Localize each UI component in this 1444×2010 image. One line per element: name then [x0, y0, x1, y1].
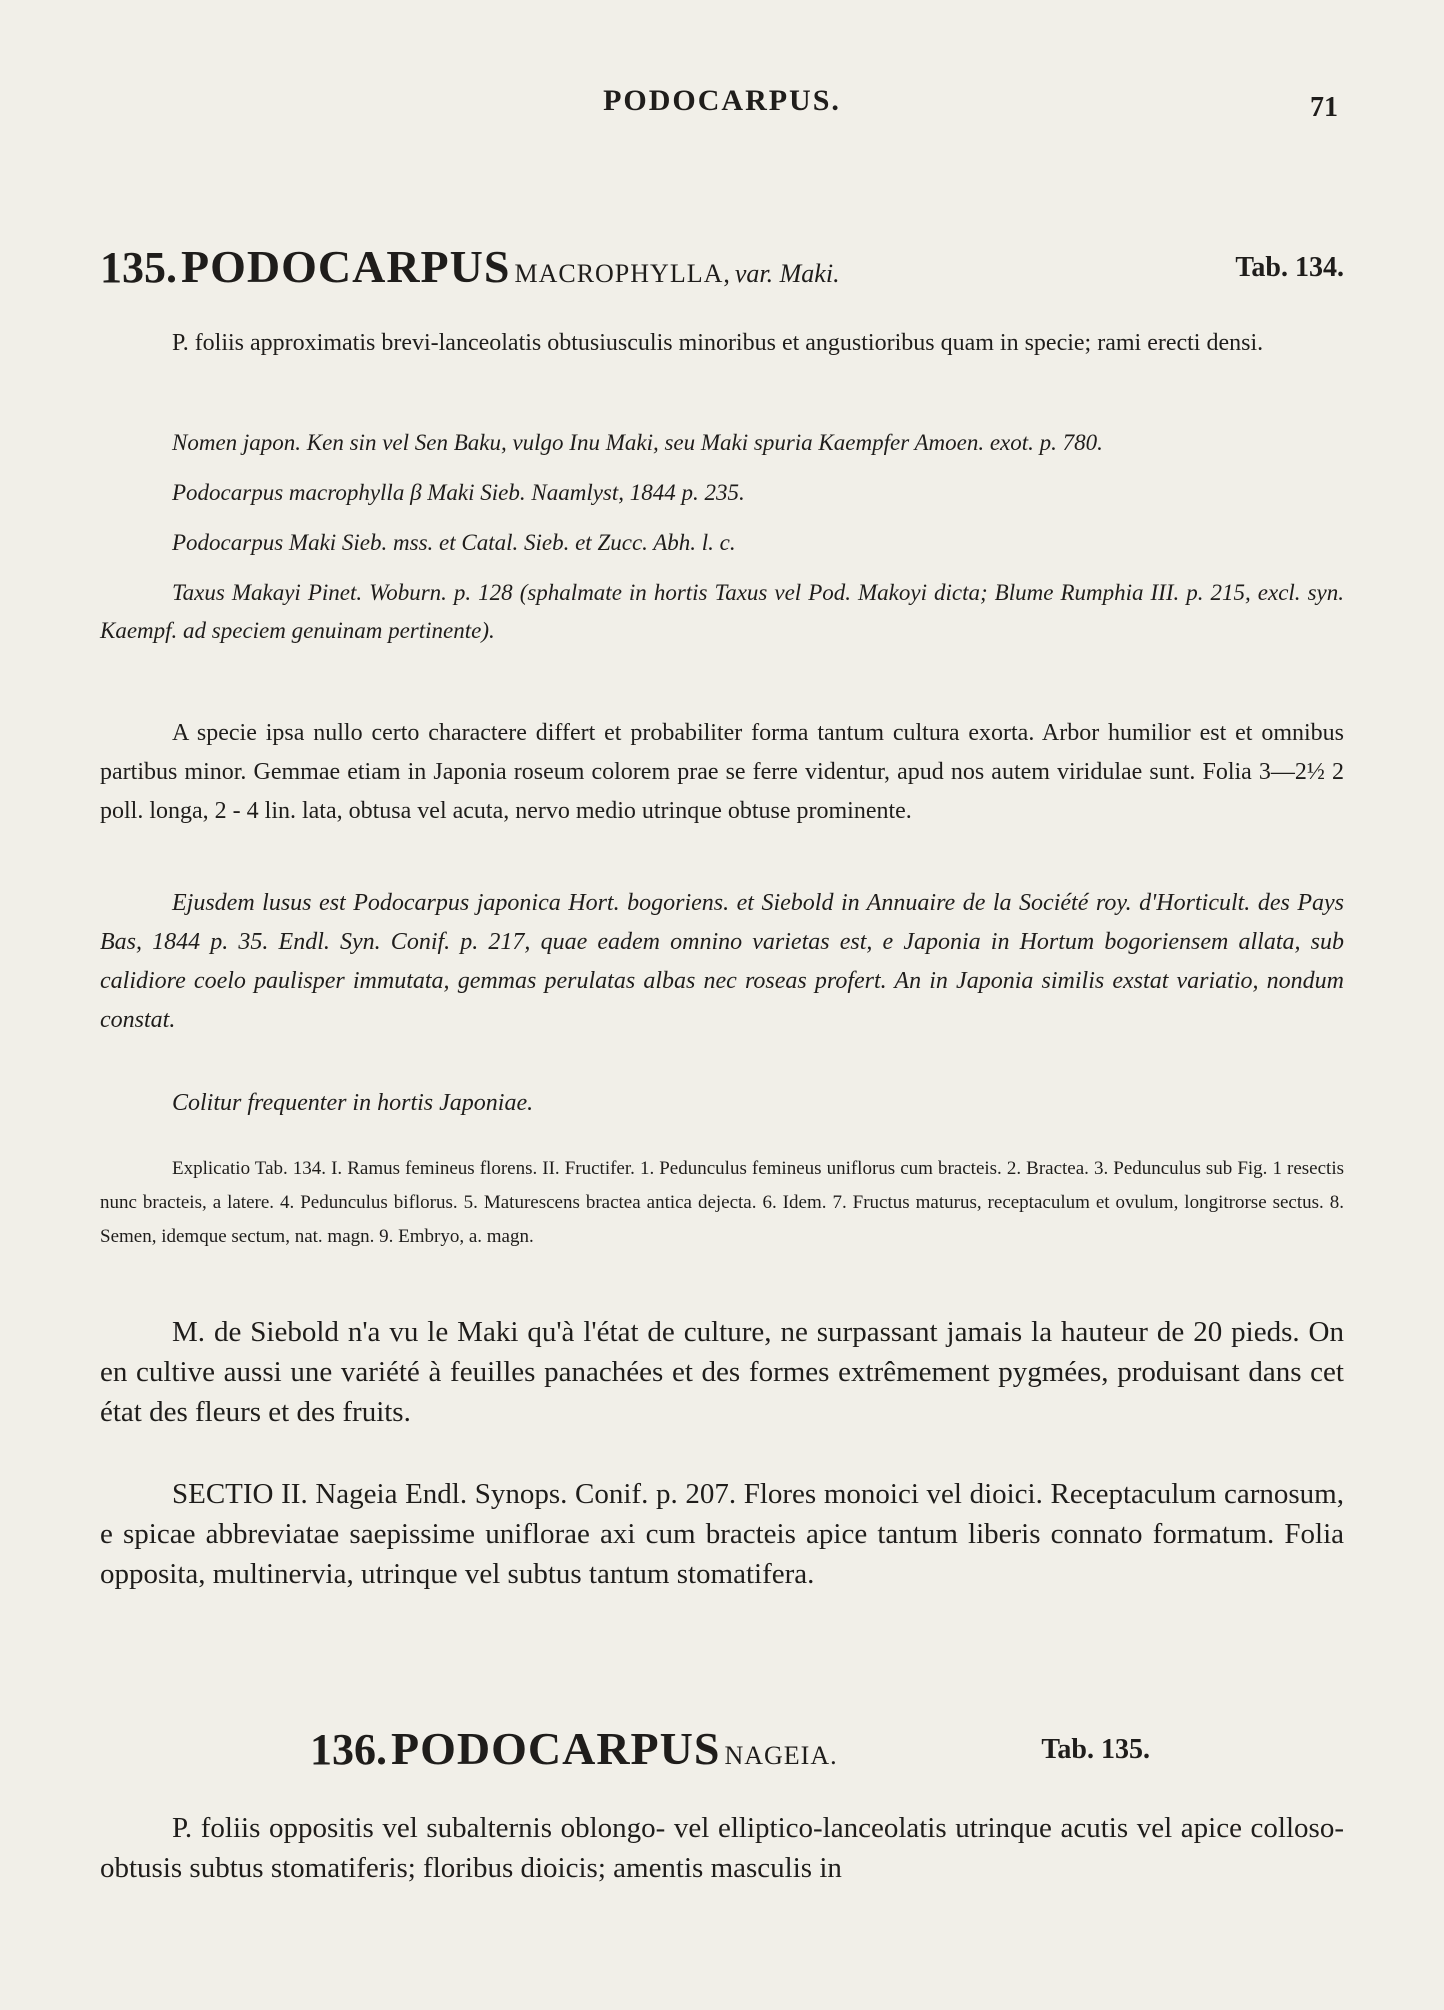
- synonym-sieb-naamlyst: Podocarpus macrophylla β Maki Sieb. Naamlyst, 1844 p. 235.: [172, 480, 745, 505]
- synonym-nomen-japon: Nomen japon. Ken sin vel Sen Baku, vulgo Inu Maki, seu Maki spuria Kaempfer Amoen. exot. p. 780.: [172, 430, 1103, 455]
- synonymy-block: [100, 424, 1344, 650]
- sectio-ii-paragraph: SECTIO II. Nageia Endl. Synops. Conif. p. 207. Flores monoici vel dioici. Receptaculum carnosum, e spicae abbreviatae saepissime uniflorae axi cum bracteis apice tantum liberis connato formatum. Folia opposita, multinervia, utrinque vel subtus tantum stomatifera.: [100, 1478, 1344, 1590]
- entry-number: 135.: [100, 243, 177, 292]
- synonym-sieb-catal: Podocarpus Maki Sieb. mss. et Catal. Sieb. et Zucc. Abh. l. c.: [172, 530, 736, 555]
- description: A specie ipsa nullo certo charactere differt et probabiliter forma tantum cultura exorta. Arbor humilior est et omnibus partibus minor. Gemmae etiam in Japonia roseum colorem prae se ferre videntur, apud nos autem viridulae sunt. Folia 3—2½ 2 poll. longa, 2 - 4 lin. lata, obtusa vel acuta, nervo medio utrinque obtuse prominente.: [100, 720, 1344, 824]
- plate-reference: Tab. 135.: [1041, 1734, 1150, 1765]
- running-title: PODOCARPUS.: [603, 84, 841, 117]
- diagnosis: P. foliis oppositis vel subalternis oblongo- vel elliptico-lanceolatis utrinque acutis vel apice colloso-obtusis subtus stomatiferis; floribus dioicis; amentis masculis in: [100, 1812, 1344, 1884]
- entry-135-diagnosis-block: [100, 324, 1344, 363]
- sectio-block: [100, 1474, 1344, 1594]
- page-number: 71: [1310, 92, 1338, 123]
- synonym-taxus-makayi: Taxus Makayi Pinet. Woburn. p. 128 (sphalmate in hortis Taxus vel Pod. Makoyi dicta; Blume Rumphia III. p. 215, excl. syn. Kaempf. ad speciem genuinam pertinente).: [100, 580, 1344, 643]
- plate-explanation: Explicatio Tab. 134. I. Ramus femineus florens. II. Fructifer. 1. Pedunculus femineus uniflorus cum bracteis. 2. Bractea. 3. Pedunculus sub Fig. 1 resectis nunc bracteis, a latere. 4. Pedunculus biflorus. 5. Maturescens bractea antica dejecta. 6. Idem. 7. Fructus maturus, receptaculum et ovulum, longitrorse sectus. 8. Semen, idemque sectum, nat. magn. 9. Embryo, a. magn.: [100, 1158, 1344, 1247]
- diagnosis: P. foliis approximatis brevi-lanceolatis obtusiusculis minoribus et angustioribus quam in specie; rami erecti densi.: [172, 330, 1264, 356]
- explicatio-block: [100, 1152, 1344, 1254]
- lusus-paragraph: Ejusdem lusus est Podocarpus japonica Hort. bogoriens. et Siebold in Annuaire de la Société roy. d'Horticult. des Pays Bas, 1844 p. 35. Endl. Syn. Conif. p. 217, quae eadem omnino varietas est, e Japonia in Hortum bogoriensem allata, sub calidiore coelo paulisper immutata, gemmas perulatas albas nec roseas profert. An in Japonia similis exstat variatio, nondum constat.: [100, 890, 1344, 1033]
- genus-name: PODOCARPUS: [391, 1723, 721, 1774]
- entry-135-heading: [100, 240, 1344, 293]
- variety-name: var. Maki.: [734, 259, 840, 288]
- entry-number: 136.: [310, 1725, 387, 1774]
- species-name: NAGEIA.: [724, 1741, 838, 1770]
- lusus-block: [100, 884, 1344, 1040]
- french-note: M. de Siebold n'a vu le Maki qu'à l'état de culture, ne surpassant jamais la hauteur de 20 pieds. On en cultive aussi une variété à feuilles panachées et des formes extrêmement pygmées, produisant dans cet état des fleurs et des fruits.: [100, 1316, 1344, 1428]
- entry-136-diagnosis-block: [100, 1808, 1344, 1888]
- species-name: MACROPHYLLA,: [514, 259, 731, 288]
- description-block: [100, 714, 1344, 831]
- entry-136-heading: [310, 1722, 1210, 1775]
- french-note-block: [100, 1312, 1344, 1432]
- cultivation-block: [100, 1084, 1344, 1123]
- plate-reference: Tab. 134.: [1235, 252, 1344, 283]
- cultivation-note: Colitur frequenter in hortis Japoniae.: [172, 1090, 534, 1116]
- genus-name: PODOCARPUS: [181, 241, 511, 292]
